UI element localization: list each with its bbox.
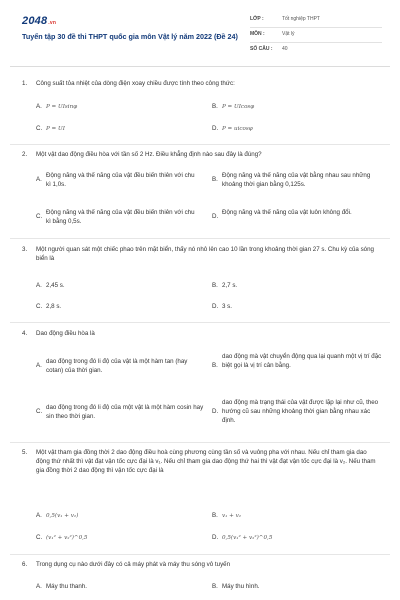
option-key: A. bbox=[36, 176, 42, 183]
meta-row-class bbox=[250, 13, 382, 28]
option-key: C. bbox=[36, 534, 43, 541]
question-text: Một người quan sát một chiếc phao trên mặt biển, thấy nó nhô lên cao 10 lần trong khoảng thời gian 27 s. Chu kỳ của sóng biển là bbox=[36, 246, 374, 262]
question-1 bbox=[22, 80, 380, 89]
option-c[interactable] bbox=[36, 209, 200, 227]
option-d[interactable] bbox=[212, 303, 372, 312]
option-key: A. bbox=[36, 282, 42, 289]
option-b[interactable] bbox=[212, 282, 372, 291]
option-text: 2,8 s. bbox=[46, 303, 62, 310]
question-divider bbox=[10, 322, 390, 323]
option-key: A. bbox=[36, 362, 42, 369]
option-text: P = uicosφ bbox=[222, 126, 253, 132]
option-text: Máy thu hình. bbox=[222, 583, 260, 590]
header-divider bbox=[10, 66, 390, 67]
option-a[interactable] bbox=[36, 512, 196, 521]
question-number: 3. bbox=[22, 246, 28, 253]
question-divider bbox=[10, 238, 390, 239]
question-text: Một vật tham gia đồng thời 2 dao động điều hoà cùng phương cùng tần số và vuông pha với nhau. Nếu chỉ tham gia dao động thứ nhất thì vật đạt vận tốc cực đại là v₁. Nếu chỉ tham gia dao động thứ hai thì vật đạt vận tốc cực đại là v₂. Nếu tham gia đồng thời 2 dao động thì vận tốc cực đại là bbox=[36, 449, 376, 474]
question-text: Một vật dao động điều hòa với tần số 2 Hz. Điều khẳng định nào sau đây là đúng? bbox=[36, 151, 262, 158]
option-text: Động năng và thế năng của vật bằng nhau sau những khoảng thời gian bằng 0,125s. bbox=[222, 172, 371, 188]
option-key: D. bbox=[212, 303, 219, 310]
question-divider bbox=[10, 442, 390, 443]
option-d[interactable] bbox=[212, 399, 382, 426]
question-text: Công suất tỏa nhiệt của dòng điện xoay chiều được tính theo công thức: bbox=[36, 80, 235, 87]
option-text: 2,45 s. bbox=[46, 282, 65, 289]
option-key: A. bbox=[36, 583, 42, 590]
option-a[interactable] bbox=[36, 583, 196, 592]
option-text: dao động mà vật chuyển động qua lại quanh một vị trí đặc biệt gọi là vị trí cân bằng. bbox=[222, 353, 382, 369]
question-text: Dao động điều hòa là bbox=[36, 330, 95, 337]
option-key: D. bbox=[212, 534, 219, 541]
option-d[interactable] bbox=[212, 125, 372, 134]
question-3 bbox=[22, 246, 380, 264]
option-text: P = UI bbox=[46, 126, 65, 132]
option-text: Động năng và thế năng của vật luôn không đổi. bbox=[222, 209, 352, 216]
option-key: B. bbox=[212, 103, 218, 110]
logo-suffix: .vn bbox=[48, 20, 57, 26]
option-a[interactable] bbox=[36, 172, 200, 190]
option-key: B. bbox=[212, 282, 218, 289]
meta-row-count bbox=[250, 43, 382, 57]
logo-main: 2048 bbox=[22, 15, 48, 27]
option-text: P = UIcosφ bbox=[222, 104, 255, 110]
question-6 bbox=[22, 561, 380, 570]
option-key: A. bbox=[36, 103, 42, 110]
meta-label: LỚP : bbox=[250, 16, 264, 23]
option-text: Máy thu thanh. bbox=[46, 583, 87, 590]
option-key: C. bbox=[36, 303, 43, 310]
option-key: B. bbox=[212, 362, 218, 369]
option-b[interactable] bbox=[212, 353, 382, 371]
meta-value: Tốt nghiệp THPT bbox=[282, 16, 320, 23]
question-number: 4. bbox=[22, 330, 28, 337]
option-key: D. bbox=[212, 408, 219, 415]
option-text: (v₁² + v₂²)^0,5 bbox=[46, 535, 88, 541]
option-text: 3 s. bbox=[222, 303, 232, 310]
meta-value: Vật lý bbox=[282, 31, 295, 38]
option-key: C. bbox=[36, 125, 43, 132]
option-key: C. bbox=[36, 213, 43, 220]
question-number: 6. bbox=[22, 561, 28, 568]
option-text: 0,5(v₁² + v₂²)^0,5 bbox=[222, 535, 273, 541]
option-text: dao động trong đó li độ của một vật là một hàm cosin hay sin theo thời gian. bbox=[46, 404, 204, 420]
site-logo bbox=[22, 14, 56, 30]
option-b[interactable] bbox=[212, 103, 372, 112]
option-text: v₁ + v₂ bbox=[222, 513, 242, 519]
option-text: dao động mà trạng thái của vật được lặp lại như cũ, theo hướng cũ sau những khoảng thời gian bằng nhau xác định. bbox=[222, 399, 379, 424]
option-text: 0,5(v₁ + v₂) bbox=[46, 513, 79, 519]
option-a[interactable] bbox=[36, 103, 196, 112]
option-key: B. bbox=[212, 176, 218, 183]
option-key: B. bbox=[212, 583, 218, 590]
question-text: Trong dụng cụ nào dưới đây có cả máy phát và máy thu sóng vô tuyến bbox=[36, 561, 231, 568]
option-c[interactable] bbox=[36, 534, 196, 543]
document-header bbox=[22, 12, 382, 60]
question-number: 5. bbox=[22, 449, 28, 456]
option-key: A. bbox=[36, 512, 42, 519]
option-key: D. bbox=[212, 213, 219, 220]
option-a[interactable] bbox=[36, 282, 196, 291]
option-text: 2,7 s. bbox=[222, 282, 238, 289]
option-text: P = UIsinφ bbox=[46, 104, 78, 110]
option-key: B. bbox=[212, 512, 218, 519]
meta-value: 40 bbox=[282, 46, 288, 53]
option-text: Động năng và thế năng của vật đều biến thiên với chu kì 1,0s. bbox=[46, 172, 195, 188]
meta-row-subject bbox=[250, 28, 382, 43]
option-b[interactable] bbox=[212, 512, 372, 521]
option-text: dao động trong đó li độ của vật là một hàm tan (hay cotan) của thời gian. bbox=[46, 358, 188, 374]
question-number: 2. bbox=[22, 151, 28, 158]
option-text: Động năng và thế năng của vật đều biến thiên với chu kì bằng 0,5s. bbox=[46, 209, 195, 225]
meta-label: MÔN : bbox=[250, 31, 265, 38]
option-b[interactable] bbox=[212, 172, 380, 190]
question-number: 1. bbox=[22, 80, 28, 87]
meta-table bbox=[250, 13, 382, 57]
option-key: C. bbox=[36, 408, 43, 415]
question-2 bbox=[22, 151, 380, 160]
option-c[interactable] bbox=[36, 303, 196, 312]
option-key: D. bbox=[212, 125, 219, 132]
question-4 bbox=[22, 330, 380, 339]
option-a[interactable] bbox=[36, 358, 206, 376]
option-d[interactable] bbox=[212, 534, 372, 543]
question-divider bbox=[10, 144, 390, 145]
document-title: Tuyển tập 30 đề thi THPT quốc gia môn Vật lý năm 2022 (Đề 24) bbox=[22, 32, 238, 41]
option-c[interactable] bbox=[36, 125, 196, 134]
option-b[interactable] bbox=[212, 583, 372, 592]
option-d[interactable] bbox=[212, 209, 380, 222]
question-divider bbox=[10, 554, 390, 555]
option-c[interactable] bbox=[36, 404, 206, 422]
meta-label: SỐ CÂU : bbox=[250, 46, 273, 53]
question-5 bbox=[22, 449, 380, 476]
